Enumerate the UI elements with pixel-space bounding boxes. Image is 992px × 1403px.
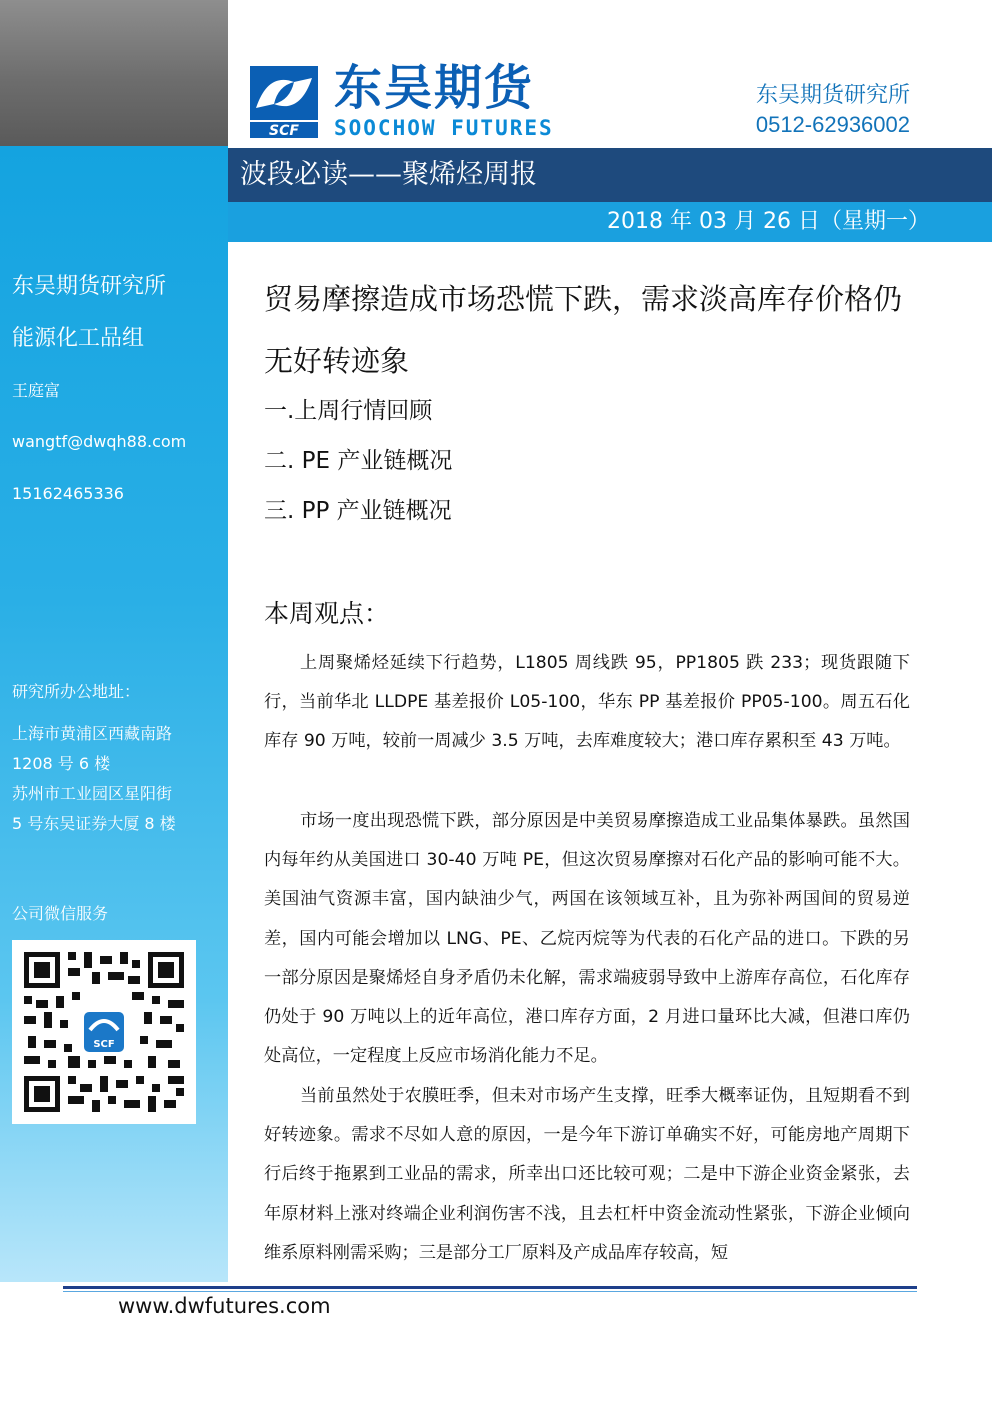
address-label: 研究所办公地址：: [12, 682, 141, 701]
logo-english-name: SOOCHOW FUTURES: [334, 116, 554, 140]
toc-item[interactable]: 二. PE 产业链概况: [264, 448, 453, 474]
address-line: 1208 号 6 楼: [12, 754, 111, 773]
headline: [264, 268, 914, 392]
report-title-banner: [228, 148, 992, 202]
analyst-phone: 15162465336: [12, 484, 124, 503]
analyst-name: 王庭富: [12, 381, 61, 400]
logo-chinese-name: 东吴期货: [334, 60, 535, 116]
address-line: 苏州市工业园区星阳街: [12, 784, 173, 803]
company-logo: [248, 60, 588, 140]
toc-item[interactable]: 一.上周行情回顾: [264, 398, 433, 424]
toc-item[interactable]: 三. PP 产业链概况: [264, 498, 452, 524]
report-title: 波段必读——聚烯烃周报: [240, 159, 537, 190]
report-date: 2018 年 03 月 26 日（星期一）: [607, 209, 930, 234]
analyst-email[interactable]: wangtf@dwqh88.com: [12, 432, 187, 451]
address-line: 5 号东吴证券大厦 8 楼: [12, 814, 176, 833]
soochow-logo-icon: [248, 64, 320, 140]
svg-text:SCF: SCF: [93, 1039, 115, 1050]
qr-code-icon: [20, 948, 188, 1116]
sidebar-institute: 东吴期货研究所: [12, 274, 167, 299]
body-paragraph: 上周聚烯烃延续下行趋势，L1805 周线跌 95，PP1805 跌 233；现货跟随下行，当前华北 LLDPE 基差报价 L05-100，华东 PP 基差报价 PP05-100。周五石化库存 90 万吨，较前一周减少 3.5 万吨，去库难度较大；港口库存累积至 43 万吨。: [264, 653, 910, 752]
body-paragraph: 市场一度出现恐慌下跌，部分原因是中美贸易摩擦造成工业品集体暴跌。虽然国内每年约从美国进口 30-40 万吨 PE，但这次贸易摩擦对石化产品的影响可能不大。美国油气资源丰富，国内缺油少气，两国在该领域互补，且为弥补两国间的贸易逆差，国内可能会增加以 LNG、PE、乙烷丙烷等为代表的石化产品的进口。下跌的另一部分原因是聚烯烃自身矛盾仍未化解，需求端疲弱导致中上游库存高位，石化库存仍处于 90 万吨以上的近年高位，港口库存方面，2 月进口量环比大减，但港口库仍处高位，一定程度上反应市场消化能力不足。: [264, 811, 910, 1067]
date-strip: [228, 202, 992, 242]
body-paragraph: 当前虽然处于农膜旺季，但未对市场产生支撑，旺季大概率证伪，且短期看不到好转迹象。需求不尽如人意的原因，一是今年下游订单确实不好，可能房地产周期下行后终于拖累到工业品的需求，所幸出口还比较可观；二是中下游企业资金紧张，去年原材料上涨对终端企业利润伤害不浅，且去杠杆中资金流动性紧张，下游企业倾向维系原料刚需采购；三是部分工厂原料及产成品库存较高，短: [264, 1086, 910, 1263]
headline-line: 贸易摩擦造成市场恐慌下跌，需求淡高库存价格仍: [264, 282, 903, 316]
address-line: 上海市黄浦区西藏南路: [12, 724, 173, 743]
section-heading: 本周观点：: [264, 599, 390, 628]
sidebar-top-band: [0, 0, 228, 146]
sidebar: [0, 146, 228, 1282]
footer-rule: [63, 1286, 917, 1289]
wechat-qr-code: [12, 940, 196, 1124]
sidebar-group: 能源化工品组: [12, 326, 145, 351]
footer-website-link[interactable]: www.dwfutures.com: [118, 1294, 331, 1318]
svg-text:SCF: SCF: [269, 123, 299, 139]
headline-line: 无好转迹象: [264, 344, 410, 378]
header-institute: 东吴期货研究所: [755, 82, 910, 107]
header-phone: 0512-62936002: [755, 112, 910, 137]
wechat-label: 公司微信服务: [12, 904, 109, 923]
